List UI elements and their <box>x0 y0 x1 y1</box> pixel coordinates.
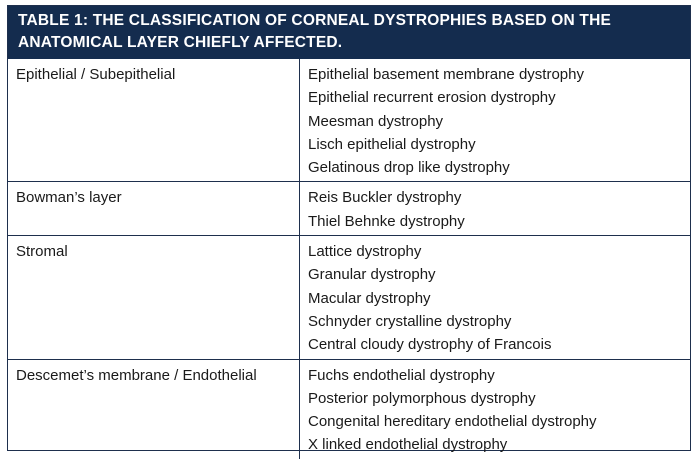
dystrophy-cell <box>300 359 691 459</box>
dystrophy-item: Epithelial recurrent erosion dystrophy <box>308 89 556 107</box>
layer-cell: Stromal <box>8 236 300 359</box>
dystrophy-cell <box>300 59 691 182</box>
classification-table <box>7 5 691 454</box>
table-row <box>8 359 690 459</box>
dystrophy-item: Reis Buckler dystrophy <box>308 189 462 207</box>
dystrophy-item: Lisch epithelial dystrophy <box>308 135 476 153</box>
dystrophy-item: Central cloudy dystrophy of Francois <box>308 336 552 354</box>
table-row <box>8 182 690 236</box>
table-row <box>8 236 690 359</box>
dystrophy-item: Lattice dystrophy <box>308 243 422 261</box>
table-title <box>8 6 690 59</box>
dystrophy-item: Congenital hereditary endothelial dystrophy <box>308 413 597 431</box>
table-title-line-1: TABLE 1: THE CLASSIFICATION OF CORNEAL DYSTROPHIES BASED ON THE <box>18 12 612 29</box>
dystrophy-item: X linked endothelial dystrophy <box>308 436 508 454</box>
dystrophy-item: Schnyder crystalline dystrophy <box>308 312 512 330</box>
dystrophy-item: Granular dystrophy <box>308 266 436 284</box>
dystrophy-item: Thiel Behnke dystrophy <box>308 212 465 230</box>
dystrophy-table <box>8 59 690 459</box>
dystrophy-cell <box>300 182 691 236</box>
dystrophy-item: Meesman dystrophy <box>308 112 444 130</box>
dystrophy-item: Fuchs endothelial dystrophy <box>308 366 495 384</box>
dystrophy-item: Gelatinous drop like dystrophy <box>308 159 510 177</box>
layer-cell: Bowman’s layer <box>8 182 300 236</box>
layer-cell: Descemet’s membrane / Endothelial <box>8 359 300 459</box>
table-title-line-2: ANATOMICAL LAYER CHIEFLY AFFECTED. <box>18 34 343 51</box>
dystrophy-item: Posterior polymorphous dystrophy <box>308 389 536 407</box>
dystrophy-cell <box>300 236 691 359</box>
dystrophy-item: Macular dystrophy <box>308 289 431 307</box>
dystrophy-item: Epithelial basement membrane dystrophy <box>308 66 584 83</box>
layer-cell: Epithelial / Subepithelial <box>8 59 300 182</box>
table-row <box>8 59 690 182</box>
